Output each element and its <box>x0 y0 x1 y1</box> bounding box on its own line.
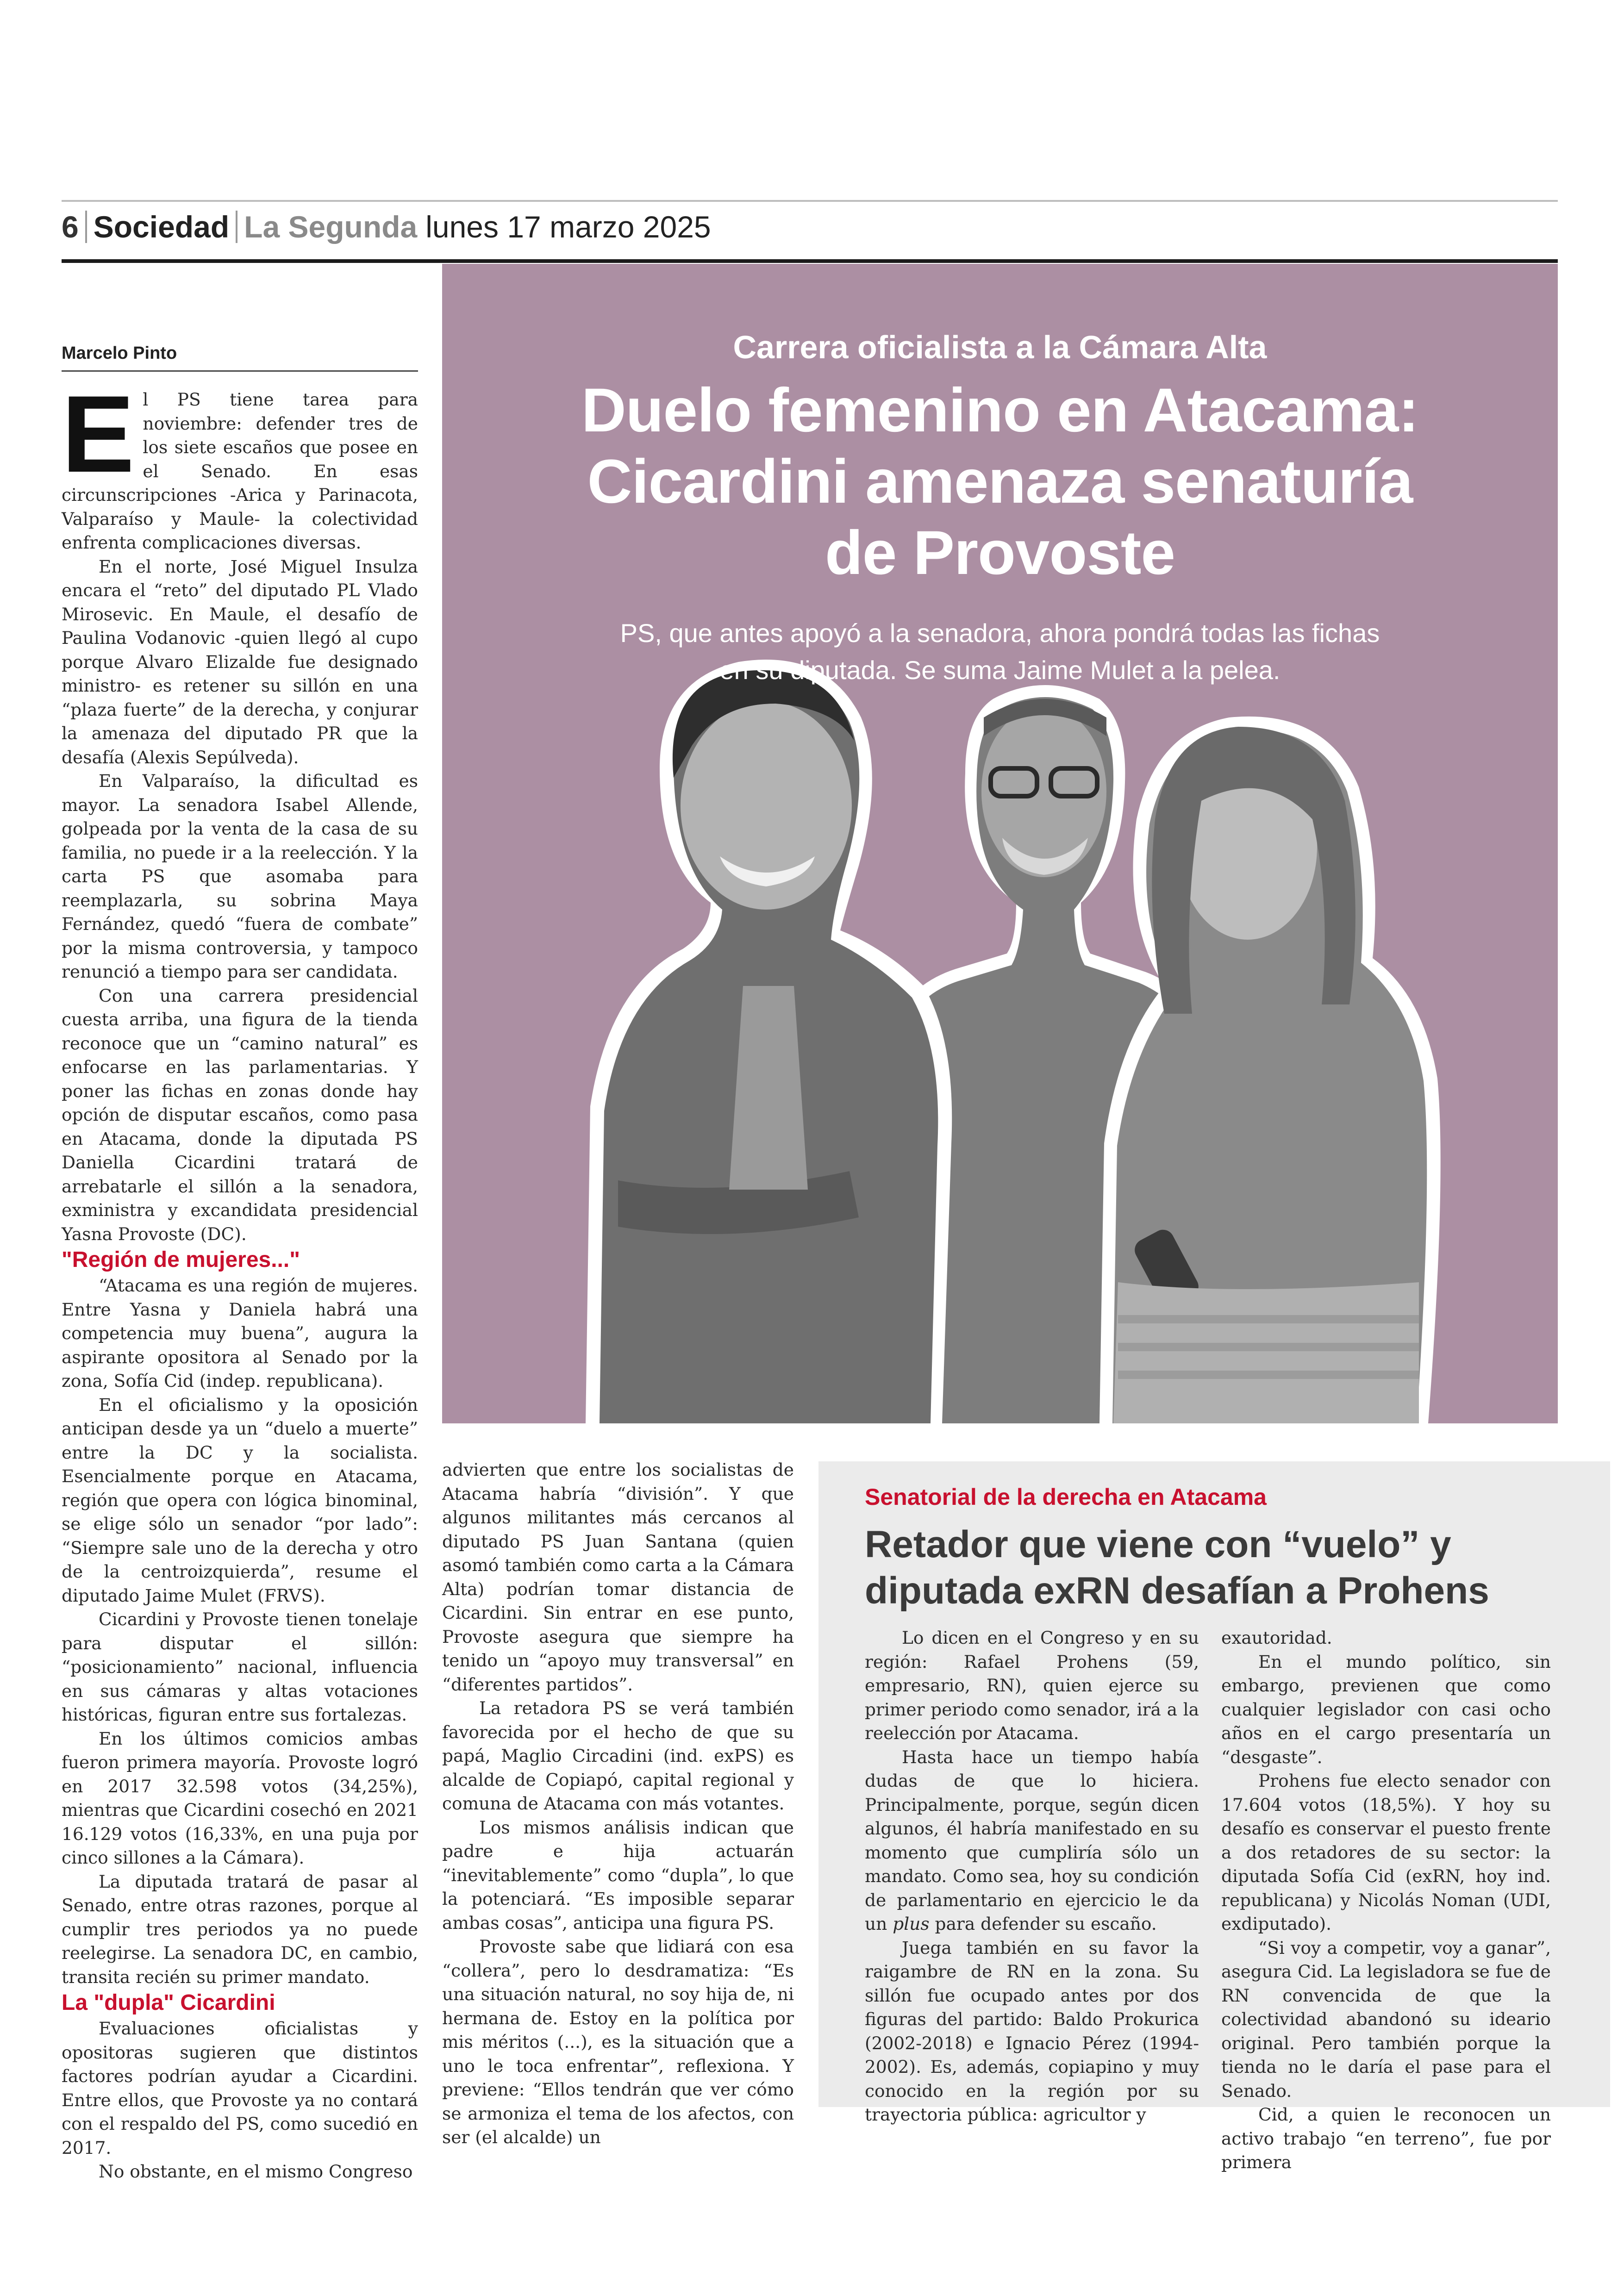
article-middle-column <box>442 1458 794 2150</box>
headline-line: de Provoste <box>824 518 1175 587</box>
paragraph: En el oficialismo y la oposición anticipan desde ya un “duelo a muerte” entre la DC y la socialista. Esencialmente porque en Atacama, región que opera con lógica binominal, se elige sólo un senador “por lado”: “Siempre sale uno de la derecha y otro de la centroizquierda”, resume el diputado Jaime Mulet (FRVS). <box>62 1394 418 1606</box>
headline-line: Cicardini amenaza senaturía <box>587 447 1413 516</box>
sidebar-column-2 <box>1221 1626 1551 2175</box>
newspaper-name: La Segunda <box>244 210 418 244</box>
hero-kicker: Carrera oficialista a la Cámara Alta <box>733 329 1267 365</box>
paragraph: En el mundo político, sin embargo, previenen que como cualquier legislador con casi ocho años en el cargo presentaría un “desgaste”. <box>1221 1651 1551 1767</box>
sidebar-headline: Retador que viene con “vuelo” y diputada exRN desafían a Prohens <box>865 1523 1489 1612</box>
header-rule <box>62 259 1558 263</box>
subhead-region-de-mujeres: "Región de mujeres..." <box>62 1247 300 1272</box>
sidebar-kicker: Senatorial de la derecha en Atacama <box>865 1484 1267 1510</box>
paragraph: Los mismos análisis indican que padre e hija actuarán “inevitablemente” como “dupla”, lo que la potenciará. “Es imposible separar ambas cosas”, anticipa una figura PS. <box>442 1817 794 1933</box>
paragraph: Lo dicen en el Congreso y en su región: Rafael Prohens (59, empresario, RN), quien ejerce su primer periodo como senador, irá a la reelección por Atacama. <box>865 1628 1199 1743</box>
paragraph: En el norte, José Miguel Insulza encara el “reto” del diputado PL Vlado Mirosevic. En Maule, el desafío de Paulina Vodanovic -quien llegó al cupo porque Alvaro Elizalde fue designado ministro- es retener su sillón en una “plaza fuerte” de la derecha, y conjurar la amenaza del diputado PR que la desafía (Alexis Sepúlveda). <box>62 556 418 767</box>
deck-line: PS, que antes apoyó a la senadora, ahora pondrá todas las fichas <box>620 618 1380 648</box>
paragraph: Juega también en su favor la raigambre de RN en la zona. Su sillón fue ocupado antes por dos figuras del partido: Baldo Prokurica (2002-2018) e Ignacio Pérez (1994-2002). Es, además, copiapino y muy conocido en la región por su trayectoria pública: agricultor y <box>865 1937 1199 2125</box>
lead-paragraph <box>62 373 418 555</box>
paragraph: advierten que entre los socialistas de Atacama habría “división”. Y que algunos militantes más cercanos al diputado PS Juan Santana (quien asomó también como carta a la Cámara Alta) podrían tomar distancia de Cicardini. Sin entrar en ese punto, Provoste asegura que siempre ha tenido un “apoyo muy transversal” en “diferentes partidos”. <box>442 1459 794 1695</box>
drop-cap: E <box>62 373 135 495</box>
hero-block <box>442 264 1558 1423</box>
page-header <box>62 208 711 245</box>
woman-left-figure <box>586 660 952 1423</box>
header-separator <box>85 211 87 243</box>
paragraph: Con una carrera presidencial cuesta arriba, una figura de la tienda reconoce que un “camino natural” es enfocarse en las parlamentarias. Y poner las fichas en zonas donde hay opción de disputar escaños, como pasa en Atacama, donde la diputada PS Daniella Cicardini tratará de arrebatarle el sillón a la senadora, exministra y excandidata presidencial Yasna Provoste (DC). <box>62 985 418 1244</box>
woman-right-figure <box>1099 717 1441 1423</box>
article-left-column <box>62 373 418 2184</box>
page-number: 6 <box>62 210 79 244</box>
paragraph <box>865 1746 1199 1936</box>
emphasis-text: plus <box>893 1914 930 1934</box>
paragraph: Provoste sabe que lidiará con esa “collera”, pero lo desdramatiza: “Es una situación natural, no soy hija de, ni hermana de. Estoy en la política por mis méritos (...), es la situación que a uno le toca enfrentar”, reflexiona. Y previene: “Ellos tendrán que ver cómo se armoniza el tema de los afectos, con ser (el alcalde) un <box>442 1936 794 2147</box>
top-rule <box>62 200 1558 202</box>
byline-rule <box>62 370 418 372</box>
byline: Marcelo Pinto <box>62 343 177 363</box>
headline-line: Duelo femenino en Atacama: <box>581 376 1419 445</box>
sidebar-column-1 <box>865 1626 1199 2127</box>
deck-line: en su diputada. Se suma Jaime Mulet a la pelea. <box>719 655 1280 685</box>
header-separator <box>236 211 237 243</box>
paragraph: En los últimos comicios ambas fueron primera mayoría. Provoste logró en 2017 32.598 votos (34,25%), mientras que Cicardini cosechó en 2021 16.129 votos (16,33%, en una puja por cinco sillones a la Cámara). <box>62 1728 418 1868</box>
paragraph: exautoridad. <box>1221 1628 1332 1648</box>
paragraph: No obstante, en el mismo Congreso <box>99 2161 413 2182</box>
paragraph: Evaluaciones oficialistas y opositoras sugieren que distintos factores podrían ayudar a Cicardini. Entre ellos, que Provoste ya no contará con el respaldo del PS, como sucedió en 2017. <box>62 2018 418 2158</box>
paragraph-text: para defender su escaño. <box>929 1914 1157 1934</box>
paragraph: La retadora PS se verá también favorecida por el hecho de que su papá, Maglio Circadini (ind. exPS) es alcalde de Copiapó, capital regional y comuna de Atacama con más votantes. <box>442 1698 794 1814</box>
subhead-dupla-cicardini: La "dupla" Cicardini <box>62 1990 275 2015</box>
paragraph-text: l PS tiene tarea para noviembre: defender tres de los siete escaños que posee en el Senado. En esas circunscripciones -Arica y Parinacota, Valparaíso y Maule- la colectividad enfrenta complicaciones diversas. <box>62 389 418 553</box>
paragraph: En Valparaíso, la dificultad es mayor. La senadora Isabel Allende, golpeada por la venta de la casa de su familia, no puede ir a la reelección. Y la carta PS que asomaba para reemplazarla, su sobrina Maya Fernández, quedó “fuera de combate” por la misma controversia, y tampoco renunció a tiempo para ser candidata. <box>62 771 418 982</box>
paragraph: “Si voy a competir, voy a ganar”, asegura Cid. La legisladora se fue de RN convencida de que la colectividad abandonó su ideario original. Pero también porque la tienda no le daría el pase para el Senado. <box>1221 1937 1551 2101</box>
paragraph: Cid, a quien le reconocen un activo trabajo “en terreno”, fue por primera <box>1221 2104 1551 2172</box>
paragraph: “Atacama es una región de mujeres. Entre Yasna y Daniela habrá una competencia muy buena”, augura la aspirante opositora al Senado por la zona, Sofía Cid (indep. republicana). <box>62 1275 418 1391</box>
paragraph: Prohens fue electo senador con 17.604 votos (18,5%). Y hoy su desafío es conservar el puesto frente a dos retadores de su sector: la diputada Sofía Cid (exRN, hoy ind. republicana) y Nicolás Noman (UDI, exdiputado). <box>1221 1771 1551 1934</box>
paragraph: La diputada tratará de pasar al Senado, entre otras razones, porque al cumplir tres periodos ya no puede reelegirse. La senadora DC, en cambio, transita recién su primer mandato. <box>62 1871 418 1987</box>
paragraph-text: Hasta hace un tiempo había dudas de que lo hiciera. Principalmente, porque, según dicen algunos, él habría manifestado en su momento que cumpliría sólo un mandato. Como sea, hoy su condición de parlamentario en ejercicio le da un <box>865 1746 1199 1934</box>
section-name: Sociedad <box>93 210 230 244</box>
headline-deck <box>516 615 1484 689</box>
sidebar-box <box>818 1461 1610 2172</box>
issue-date: lunes 17 marzo 2025 <box>425 210 711 244</box>
main-headline <box>470 375 1530 589</box>
paragraph: Cicardini y Provoste tienen tonelaje para disputar el sillón: “posicionamiento” nacional, influencia en sus cámaras y altas votaciones históricas, figuran entre sus fortalezas. <box>62 1609 418 1725</box>
